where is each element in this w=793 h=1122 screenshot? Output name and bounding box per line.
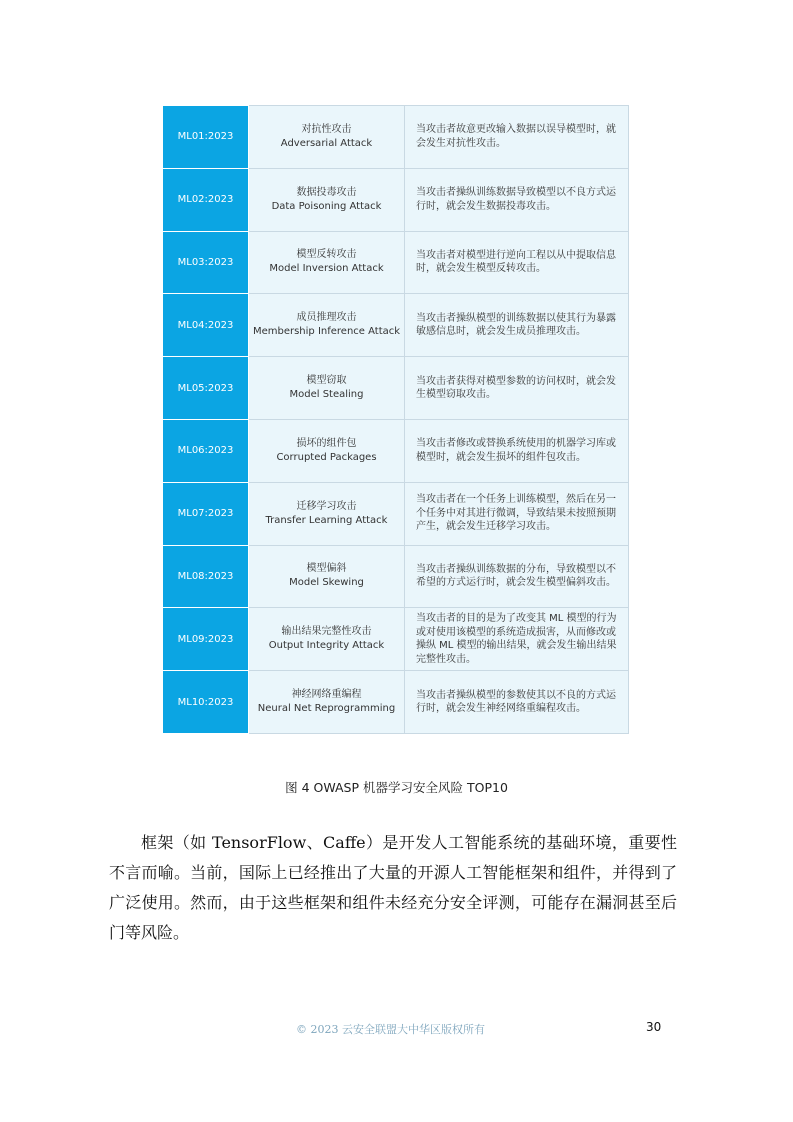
footer-copyright: © 2023 云安全联盟大中华区版权所有 [296,1023,485,1036]
risk-name-en: Output Integrity Attack [268,640,385,652]
risk-name-en: Transfer Learning Attack [265,514,388,526]
risk-name-zh: 对抗性攻击 [301,123,352,135]
risk-name-zh: 输出结果完整性攻击 [281,626,372,638]
risk-description-cell: 当攻击者获得对模型参数的访问权时，就会发生模型窃取攻击。 [405,357,629,420]
body-paragraph: 框架（如 TensorFlow、Caffe）是开发人工智能系统的基础环境，重要性不言而喻。当前，国际上已经推出了大量的开源人工智能框架和组件，并得到了广泛使用。然而，由于这些框架和组件未经充分安全评测，可能存在漏洞甚至后门等风险。 [109,833,677,942]
table-row [163,294,629,357]
table-row [163,671,629,734]
table-row [163,419,629,482]
risk-name-zh: 模型反转攻击 [296,249,357,261]
table-row [163,106,629,169]
risk-name-zh: 数据投毒攻击 [296,186,357,198]
table-row [163,231,629,294]
risk-name-cell [249,357,405,420]
table-row [163,608,629,671]
risk-name-cell [249,608,405,671]
risk-name-zh: 迁移学习攻击 [296,500,357,512]
risk-name-zh: 神经网络重编程 [291,689,362,701]
risk-description-cell: 当攻击者操纵模型的参数使其以不良的方式运行时，就会发生神经网络重编程攻击。 [405,671,629,734]
risk-id-cell: ML09:2023 [163,608,249,671]
risk-name-en: Membership Inference Attack [252,326,401,338]
risk-id-cell: ML02:2023 [163,168,249,231]
risk-name-cell [249,106,405,169]
risk-description-cell: 当攻击者修改或替换系统使用的机器学习库或模型时，就会发生损坏的组件包攻击。 [405,419,629,482]
risk-description-cell: 当攻击者在一个任务上训练模型，然后在另一个任务中对其进行微调，导致结果未按照预期产生，就会发生迁移学习攻击。 [405,482,629,545]
risk-id-cell: ML07:2023 [163,482,249,545]
table-row [163,357,629,420]
risk-name-cell [249,545,405,608]
table-row [163,545,629,608]
risk-description-cell: 当攻击者对模型进行逆向工程以从中提取信息时，就会发生模型反转攻击。 [405,231,629,294]
risk-id-cell: ML06:2023 [163,419,249,482]
risk-name-en: Neural Net Reprogramming [257,703,396,715]
risk-name-cell [249,482,405,545]
risk-name-zh: 模型偏斜 [306,563,347,575]
risk-name-cell [249,294,405,357]
risk-name-en: Model Inversion Attack [269,263,384,275]
risk-name-cell [249,231,405,294]
risk-id-cell: ML08:2023 [163,545,249,608]
risk-id-cell: ML03:2023 [163,231,249,294]
figure-caption: 图 4 OWASP 机器学习安全风险 TOP10 [285,780,508,795]
table-row [163,168,629,231]
risk-name-en: Model Skewing [289,577,364,589]
risk-id-cell: ML04:2023 [163,294,249,357]
risk-table-body [163,106,629,734]
risk-id-cell: ML10:2023 [163,671,249,734]
risk-id-cell: ML01:2023 [163,106,249,169]
risk-name-en: Data Poisoning Attack [271,200,382,212]
page-number: 30 [646,1020,662,1034]
owasp-ml-risk-table [163,105,629,734]
risk-name-zh: 模型窃取 [306,375,347,387]
table-row [163,482,629,545]
risk-name-en: Corrupted Packages [276,451,377,463]
risk-name-zh: 损坏的组件包 [296,437,357,449]
risk-description-cell: 当攻击者的目的是为了改变其 ML 模型的行为或对使用该模型的系统造成损害，从而修改或操纵 ML 模型的输出结果，就会发生输出结果完整性攻击。 [405,608,629,671]
risk-name-en: Model Stealing [289,389,364,401]
risk-name-cell [249,168,405,231]
risk-name-cell [249,419,405,482]
risk-name-zh: 成员推理攻击 [296,312,357,324]
risk-name-cell [249,671,405,734]
risk-id-cell: ML05:2023 [163,357,249,420]
risk-description-cell: 当攻击者操纵训练数据的分布，导致模型以不希望的方式运行时，就会发生模型偏斜攻击。 [405,545,629,608]
risk-description-cell: 当攻击者操纵训练数据导致模型以不良方式运行时，就会发生数据投毒攻击。 [405,168,629,231]
risk-description-cell: 当攻击者操纵模型的训练数据以使其行为暴露敏感信息时，就会发生成员推理攻击。 [405,294,629,357]
risk-description-cell: 当攻击者故意更改输入数据以误导模型时，就会发生对抗性攻击。 [405,106,629,169]
risk-name-en: Adversarial Attack [280,137,373,149]
